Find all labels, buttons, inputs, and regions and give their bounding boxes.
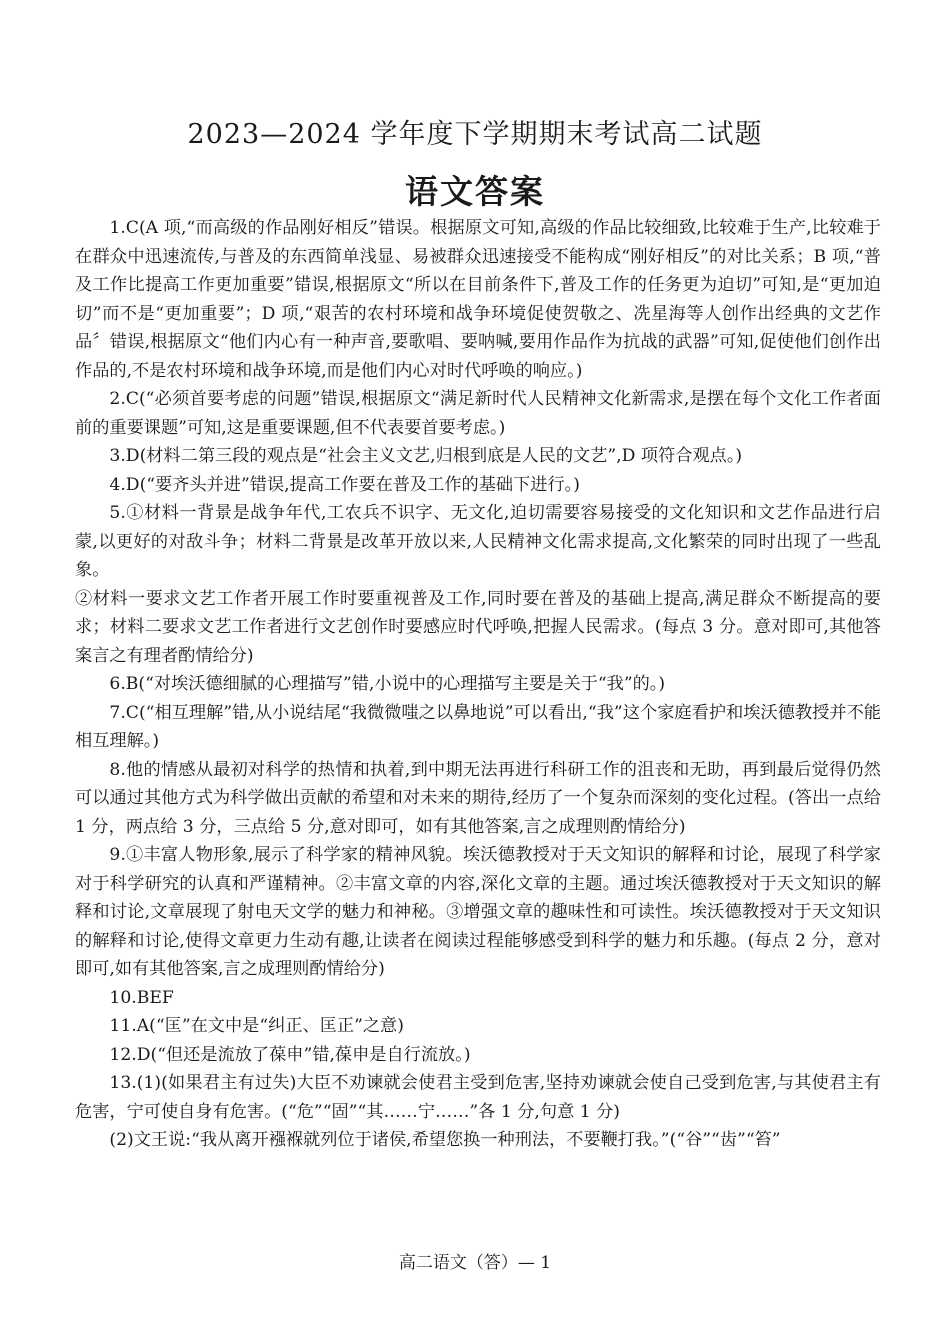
answer-item: 10.BEF [109, 987, 174, 1008]
answer-item: 6.B(“对埃沃德细腻的心理描写”错,小说中的心理描写主要是关于“我”的。) [109, 674, 666, 694]
answer-item: 4.D(“要齐头并进”错误,提高工作要在普及工作的基础下进行。) [109, 474, 580, 495]
exam-title: 2023—2024 学年度下学期期末考试高二试题 [187, 119, 763, 150]
answer-item: (2)文王说:“我从离开襁褓就列位于诸侯,希望您换一种刑法，不要鞭打我。”(“谷”“齿”“笞” [109, 1130, 781, 1150]
answer-item: 5.①材料一背景是战争年代,工农兵不识字、无文化,迫切需要容易接受的文化知识和文艺作品进行启蒙,以更好的对敌斗争；材料二背景是改革开放以来,人民精神文化需求提高,文化繁荣的同时出现了一些乱象。 [75, 503, 881, 580]
answer-item: 11.A(“匡”在文中是“纠正、匡正”之意) [109, 1016, 404, 1036]
answer-item: 12.D(“但还是流放了葆申”错,葆申是自行流放。) [109, 1044, 471, 1065]
subject-title: 语文答案 [405, 172, 545, 211]
answer-item: 3.D(材料二第三段的观点是“社会主义文艺,归根到底是人民的文艺”,D 项符合观点。) [109, 446, 743, 466]
answer-item: 13.(1)(如果君主有过失)大臣不劝谏就会使君主受到危害,坚持劝谏就会使自己受到危害,与其使君主有危害，宁可使自身有危害。(“危”“固”“其……宁……”各 1 分,句意 1 分) [75, 1073, 881, 1122]
answer-list [75, 214, 881, 1155]
page-footer: 高二语文（答）— 1 [398, 1253, 552, 1273]
answer-item: 1.C(A 项,“而高级的作品刚好相反”错误。根据原文可知,高级的作品比较细致,比较难于生产,比较难于在群众中迅速流传,与普及的东西简单浅显、易被群众迅速接受不能构成“刚好相反”的对比关系；B 项,“普及工作比提高工作更加重要”错误,根据原文“所以在目前条件下,普及工作的任务更为迫切”可知,是“更加迫切”而不是“更加重要”；D 项,“艰苦的农村环境和战争环境促使贺敬之、冼星海等人创作出经典的文艺作品〞错误,根据原文“他们内心有一种声音,要歌唱、要呐喊,要用作品作为抗战的武器”可知,促使他们创作出作品的,不是农村环境和战争环境,而是他们内心对时代呼唤的响应。) [75, 218, 881, 381]
answer-item: ②材料一要求文艺工作者开展工作时要重视普及工作,同时要在普及的基础上提高,满足群众不断提高的要求；材料二要求文艺工作者进行文艺创作时要感应时代呼唤,把握人民需求。(每点 3 分。意对即可,其他答案言之有理者酌情给分) [75, 588, 881, 666]
answer-item: 7.C(“相互理解”错,从小说结尾“我微微嗤之以鼻地说”可以看出,“我”这个家庭看护和埃沃德教授并不能相互理解。) [75, 702, 881, 751]
answer-item: 9.①丰富人物形象,展示了科学家的精神风貌。埃沃德教授对于天文知识的解释和讨论，展现了科学家对于科学研究的认真和严谨精神。②丰富文章的内容,深化文章的主题。通过埃沃德教授对于天文知识的解释和讨论,文章展现了射电天文学的魅力和神秘。③增强文章的趣味性和可读性。埃沃德教授对于天文知识的解释和讨论,使得文章更力生动有趣,让读者在阅读过程能够感受到科学的魅力和乐趣。(每点 2 分，意对即可,如有其他答案,言之成理则酌情给分) [75, 845, 881, 979]
answer-item: 2.C(“必须首要考虑的问题”错误,根据原文“满足新时代人民精神文化新需求,是摆在每个文化工作者面前的重要课题”可知,这是重要课题,但不代表要首要考虑。) [75, 389, 881, 438]
answer-item: 8.他的情感从最初对科学的热情和执着,到中期无法再进行科研工作的沮丧和无助，再到最后觉得仍然可以通过其他方式为科学做出贡献的希望和对未来的期待,经历了一个复杂而深刻的变化过程。(答出一点给 1 分，两点给 3 分，三点给 5 分,意对即可，如有其他答案,言之成理则酌情给分) [75, 759, 881, 837]
